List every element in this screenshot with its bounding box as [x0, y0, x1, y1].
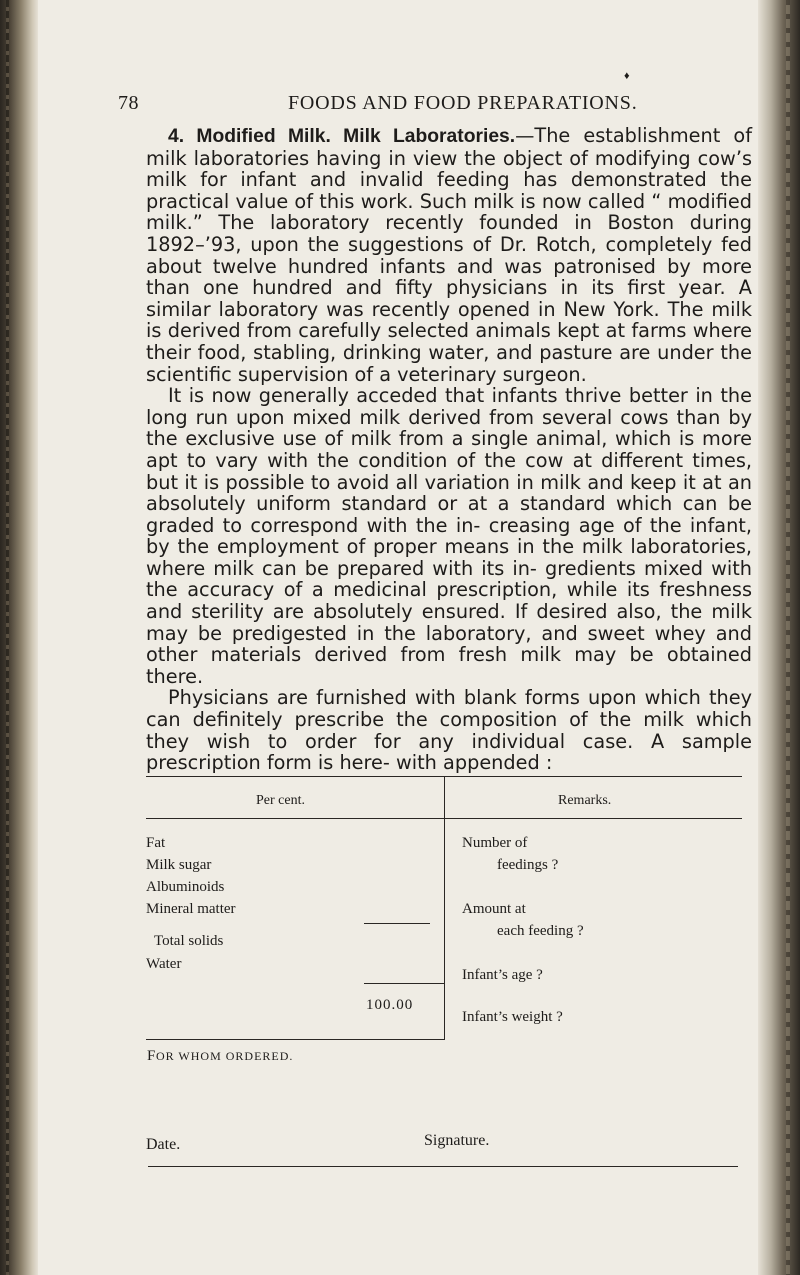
table-column-divider — [444, 776, 445, 1040]
row-albuminoids: Albuminoids — [146, 879, 225, 895]
col-header-remarks: Remarks. — [558, 793, 612, 808]
col-header-per-cent: Per cent. — [256, 793, 305, 808]
running-title: FOODS AND FOOD PREPARATIONS. — [288, 92, 638, 114]
paragraph-mixed-milk: It is now generally acceded that infants thrive better in the long run upon mixed milk derived from several cows than by the exclusive use of milk from a single animal, which is more apt to vary with the condition of the cow at different times, but it is possible to avoid all variation in milk and keep it at an absolutely uniform standard or at a standard which can be graded to correspond with the in- creasing age of the infant, by the employment of proper means in the milk laboratories, where milk can be prepared with its in- gredients mixed with the accuracy of a medicinal prescription, while its freshness and sterility are absolutely ensured. If desired also, the milk may be predigested in the laboratory, and sweet whey and other materials derived from fresh milk may be obtained there. — [146, 384, 752, 688]
page-edge-shadow — [758, 0, 800, 1275]
paragraph-blank-forms: Physicians are furnished with blank forms upon which they can definitely prescribe the composition of the milk which they wish to order for any individual case. A sample prescription form is here- with appended : — [146, 686, 752, 775]
for-whom-ordered — [147, 1048, 293, 1065]
prescription-form — [146, 776, 742, 1040]
table-bottom-rule — [146, 1039, 444, 1040]
form-bottom-rule — [148, 1166, 738, 1167]
running-head — [118, 70, 638, 120]
total-rule — [364, 983, 444, 984]
row-milk-sugar: Milk sugar — [146, 857, 212, 873]
page-number: 78 — [118, 92, 139, 114]
remark-number-of: Number of — [462, 835, 528, 851]
row-fat: Fat — [146, 835, 166, 851]
remark-amount-at: Amount at — [462, 901, 526, 917]
row-total-solids: Total solids — [154, 933, 224, 949]
date-label: Date. — [146, 1136, 181, 1153]
remark-infants-weight: Infant’s weight ? — [462, 1009, 563, 1025]
signature-label: Signature. — [424, 1132, 490, 1149]
row-water: Water — [146, 956, 182, 972]
paragraph-text: —The establishment of milk laboratories having in view the object of modifying cow’s milk for infant and invalid feeding has demonstrated the practical value of this work. Such milk is now called “ modified milk.” The laboratory recently founded in Boston during 1892–’93, upon the suggestions of Dr. Rotch, completely fed about twelve hundred infants and was patronised by more than one hundred and fifty physicians in its first year. A similar laboratory was recently opened in New York. The milk is derived from carefully selected animals kept at farms where their food, stabling, drinking water, and pasture are under the scientific supervision of a veterinary surgeon. — [146, 124, 752, 386]
print-mark: ♦ — [624, 70, 631, 82]
for-whom-rest: OR WHOM ORDERED. — [155, 1049, 294, 1063]
total-value: 100.00 — [366, 997, 414, 1013]
book-spine-shadow — [0, 0, 38, 1275]
remark-feedings: feedings ? — [497, 857, 559, 873]
subtotal-rule — [364, 923, 430, 924]
section-heading: 4. Modified Milk. Milk Laboratories. — [168, 126, 516, 147]
remark-each-feeding: each feeding ? — [497, 923, 584, 939]
remark-infants-age: Infant’s age ? — [462, 967, 543, 983]
for-whom-initial: F — [147, 1048, 156, 1064]
body-text — [146, 125, 752, 774]
paragraph-modified-milk — [146, 125, 752, 385]
row-mineral-matter: Mineral matter — [146, 901, 236, 917]
